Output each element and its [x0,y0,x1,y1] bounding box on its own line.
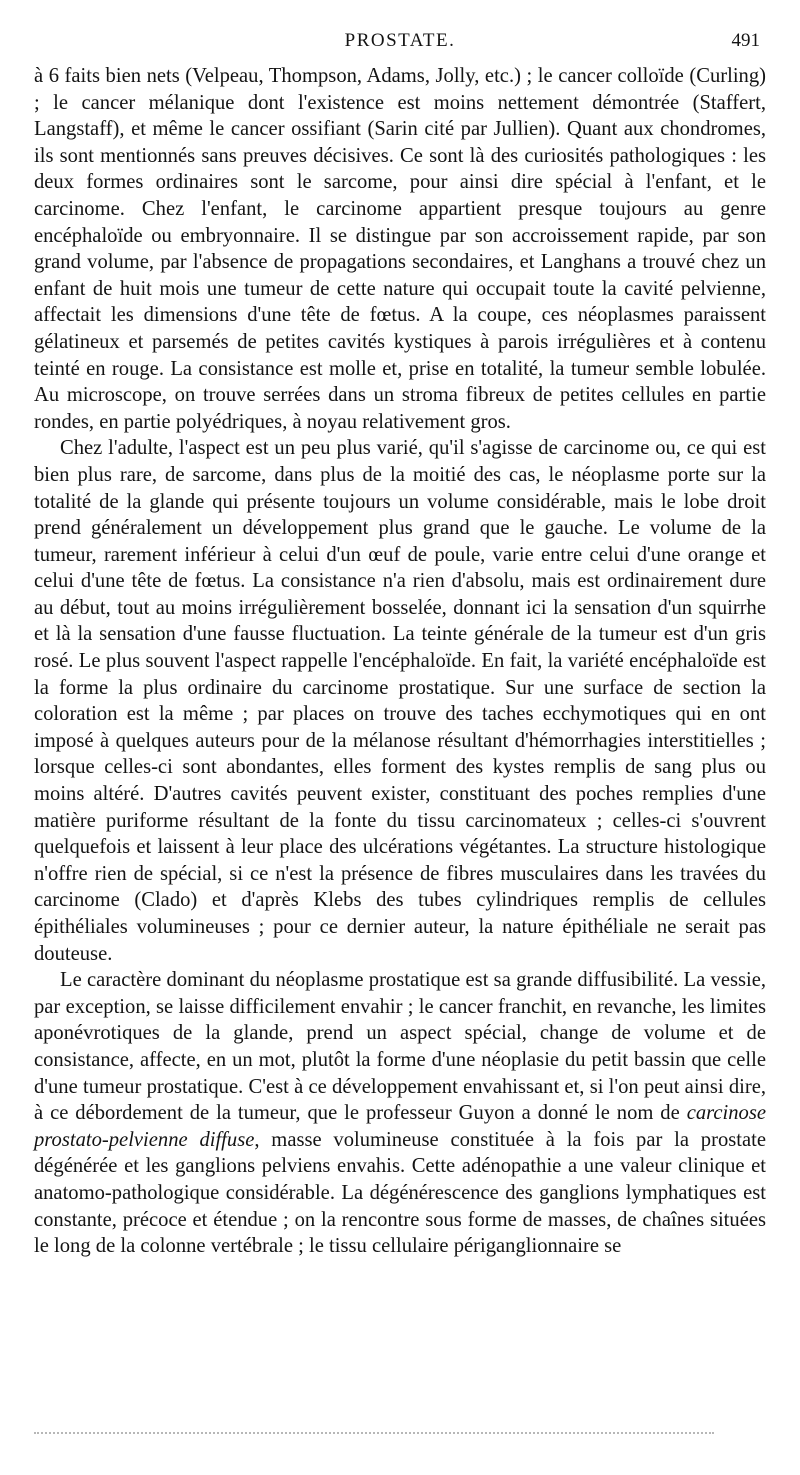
footer-rule [34,1432,714,1434]
body-text [34,63,766,1260]
running-head [34,30,766,58]
italic-term: carcinose prostato-pelvienne diffuse [34,1102,766,1151]
text-run: Chez l'adulte, l'aspect est un peu plus varié, qu'il s'agisse de carcinome ou, ce qui est bien plus rare, de sarcome, dans plus de la moitié des cas, le néoplasme porte sur la totalité de la glande qui présente toujours un volume considérable, mais le lobe droit prend généralement un développement plus grand que le gauche. Le volume de la tumeur, rarement inférieur à celui d'un œuf de poule, varie entre celui d'une orange et celui d'une tête de fœtus. La consistance n'a rien d'absolu, mais est ordinairement dure au début, tout au moins irrégulièrement bosselée, donnant ici la sensation d'un squirrhe et là la sensation d'une fausse fluctuation. La teinte générale de la tumeur est d'un gris rosé. Le plus souvent l'aspect rappelle l'encéphaloïde. En fait, la variété encéphaloïde est la forme la plus ordinaire du carcinome prostatique. Sur une surface de section la coloration est la même ; par places on trouve des taches ecchymotiques qui en ont imposé à quelques auteurs pour de la mélanose résultant d'hémorrhagies interstitielles ; lorsque celles-ci sont abondantes, elles forment des kystes remplis de sang plus ou moins altéré. D'autres cavités peuvent exister, constituant des poches remplies d'une matière puriforme résultant de la fonte du tissu carcinomateux ; celles-ci s'ouvrent quelquefois et laissent à leur place des ulcérations végétantes. La structure histologique n'offre rien de spécial, si ce n'est la présence de fibres musculaires dans les travées du carcinome (Clado) et d'après Klebs des tubes cylindriques remplis de cellules épithéliales volumineuses ; pour ce dernier auteur, la nature épithéliale ne serait pas douteuse. [34,437,766,965]
text-run: Le caractère dominant du néoplasme prostatique est sa grande diffusibilité. La vessie, par exception, se laisse difficilement envahir ; le cancer franchit, en revanche, les limites aponévrotiques de la glande, prend un aspect spécial, change de volume et de consistance, affecte, en un mot, plutôt la forme d'une néoplasie du petit bassin que celle d'une tumeur prostatique. C'est à ce développement envahissant et, si l'on peut ainsi dire, à ce débordement de la tumeur, que le professeur Guyon a donné le nom de [34,969,766,1125]
page-number: 491 [731,30,760,51]
text-run: , masse volumineuse constituée à la fois par la prostate dégénérée et les ganglions pelviens envahis. Cette adénopathie a une valeur clinique et anatomo-pathologique considérable. La dégénérescence des ganglions lymphatiques est constante, précoce et étendue ; on la rencontre sous forme de masses, de chaînes situées le long de la colonne vertébrale ; le tissu cellulaire périganglionnaire se [34,1128,766,1258]
paragraph [34,967,766,1260]
paragraph [34,63,766,435]
page-title: PROSTATE. [344,30,456,51]
text-run: à 6 faits bien nets (Velpeau, Thompson, Adams, Jolly, etc.) ; le cancer colloïde (Curling) ; le cancer mélanique dont l'existence est moins nettement démontrée (Staffert, Langstaff), et même le cancer ossifiant (Sarin cité par Jullien). Quant aux chondromes, ils sont mentionnés sans preuves décisives. Ce sont là des curiosités pathologiques : les deux formes ordinaires sont le sarcome, pour ainsi dire spécial à l'enfant, et le carcinome. Chez l'enfant, le carcinome appartient presque toujours au genre encéphaloïde ou embryonnaire. Il se distingue par son accroissement rapide, par son grand volume, par l'absence de propagations secondaires, et Langhans a trouvé chez un enfant de huit mois une tumeur de cette nature qui occupait toute la cavité pelvienne, affectait les dimensions d'une tête de fœtus. A la coupe, ces néoplasmes paraissent gélatineux et parsemés de petites cavités kystiques à parois irrégulières et à contenu teinté en rouge. La consistance est molle et, prise en totalité, la tumeur semble lobulée. Au microscope, on trouve serrées dans un stroma fibreux de petites cellules en partie rondes, en partie polyédriques, à noyau relativement gros. [34,65,766,433]
paragraph [34,435,766,967]
